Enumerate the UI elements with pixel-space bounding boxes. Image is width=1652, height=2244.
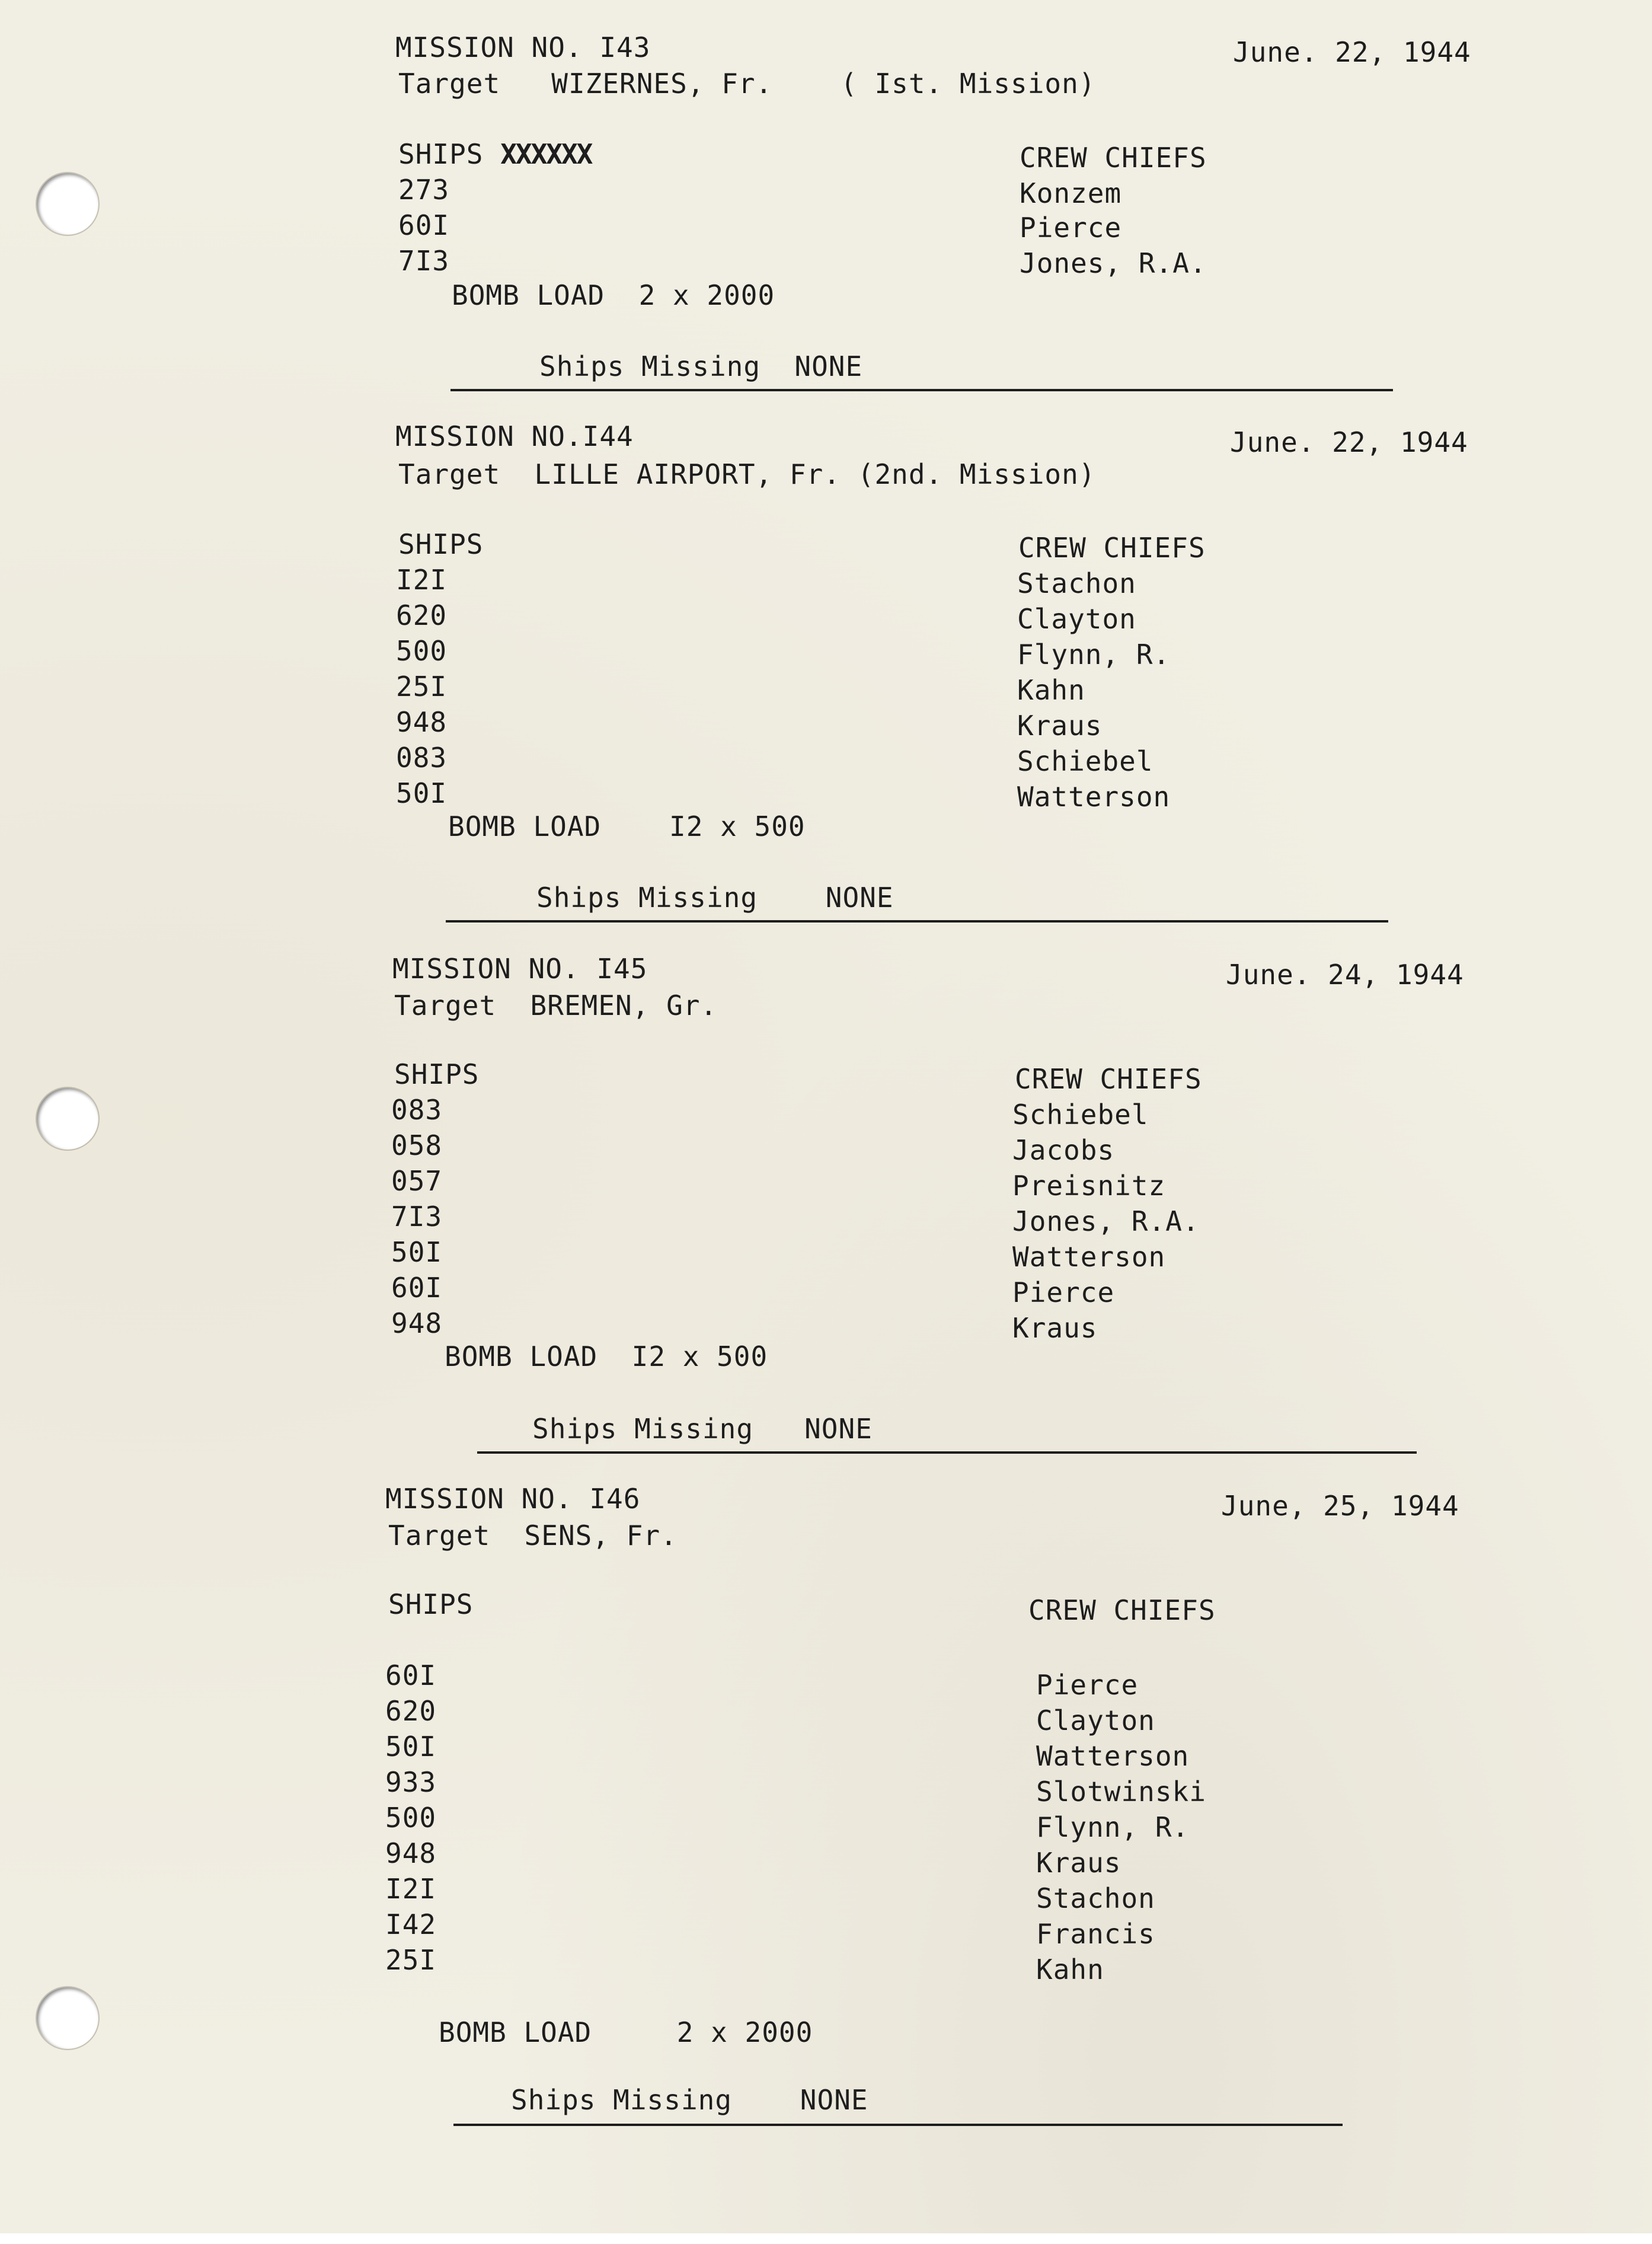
mission-number: MISSION NO. I43 bbox=[395, 31, 651, 63]
ship-number: 057 bbox=[391, 1165, 443, 1197]
mission-target: Target SENS, Fr. bbox=[388, 1520, 678, 1552]
ship-number: 948 bbox=[385, 1837, 437, 1869]
mission-number: MISSION NO. I46 bbox=[385, 1483, 641, 1515]
bomb-load: BOMB LOAD I2 x 500 bbox=[445, 1340, 768, 1372]
binder-hole bbox=[37, 1088, 98, 1150]
crew-chief: Schiebel bbox=[1012, 1099, 1149, 1131]
crew-chief: Flynn, R. bbox=[1036, 1811, 1190, 1843]
section-divider bbox=[450, 389, 1393, 391]
ship-number: I2I bbox=[385, 1873, 437, 1905]
crew-chief: Pierce bbox=[1012, 1276, 1115, 1308]
crew-chiefs-header: CREW CHIEFS bbox=[1028, 1594, 1216, 1626]
ship-number: 620 bbox=[396, 599, 448, 631]
section-divider bbox=[446, 920, 1388, 923]
ship-number: 60I bbox=[391, 1272, 443, 1304]
ships-missing: Ships Missing NONE bbox=[511, 2084, 868, 2116]
mission-date: June, 25, 1944 bbox=[1221, 1490, 1459, 1522]
crew-chief: Stachon bbox=[1017, 567, 1136, 599]
mission-target: Target BREMEN, Gr. bbox=[394, 989, 718, 1022]
ship-number: 25I bbox=[396, 671, 448, 703]
ship-number: 500 bbox=[385, 1802, 437, 1834]
ship-number: 25I bbox=[385, 1944, 437, 1976]
section-divider bbox=[477, 1451, 1417, 1454]
crew-chiefs-header: CREW CHIEFS bbox=[1020, 142, 1207, 174]
struck-out-text: XXXXXX bbox=[500, 138, 592, 170]
ship-number: 60I bbox=[385, 1659, 437, 1691]
ship-number: 273 bbox=[398, 174, 450, 206]
crew-chief: Flynn, R. bbox=[1017, 639, 1171, 671]
crew-chief: Watterson bbox=[1036, 1740, 1190, 1772]
crew-chief: Kraus bbox=[1012, 1312, 1098, 1344]
crew-chief: Clayton bbox=[1036, 1704, 1155, 1737]
mission-target: Target LILLE AIRPORT, Fr. (2nd. Mission) bbox=[398, 458, 1096, 490]
ship-number: 948 bbox=[391, 1307, 443, 1339]
mission-number: MISSION NO.I44 bbox=[395, 420, 634, 452]
bomb-load: BOMB LOAD 2 x 2000 bbox=[452, 279, 775, 311]
crew-chief: Watterson bbox=[1017, 781, 1171, 813]
ships-header bbox=[398, 136, 592, 172]
crew-chief: Jones, R.A. bbox=[1020, 247, 1207, 279]
ship-number: 933 bbox=[385, 1766, 437, 1798]
mission-target: Target WIZERNES, Fr. ( Ist. Mission) bbox=[398, 68, 1096, 100]
crew-chief: Stachon bbox=[1036, 1882, 1155, 1914]
crew-chief: Kahn bbox=[1036, 1953, 1104, 1986]
mission-date: June. 24, 1944 bbox=[1226, 959, 1464, 991]
page-bottom-edge bbox=[0, 2233, 1652, 2244]
crew-chiefs-header: CREW CHIEFS bbox=[1015, 1063, 1202, 1095]
section-divider bbox=[453, 2124, 1343, 2126]
mission-date: June. 22, 1944 bbox=[1230, 426, 1468, 458]
crew-chief: Watterson bbox=[1012, 1241, 1166, 1273]
crew-chief: Jacobs bbox=[1012, 1134, 1115, 1166]
crew-chief: Slotwinski bbox=[1036, 1776, 1206, 1808]
ship-number: 50I bbox=[396, 777, 448, 809]
ships-missing: Ships Missing NONE bbox=[532, 1413, 873, 1445]
ship-number: 60I bbox=[398, 209, 450, 241]
ship-number: 083 bbox=[396, 742, 448, 774]
crew-chief: Kahn bbox=[1017, 674, 1085, 706]
mission-date: June. 22, 1944 bbox=[1233, 36, 1471, 68]
ship-number: 500 bbox=[396, 635, 448, 667]
crew-chief: Francis bbox=[1036, 1918, 1155, 1950]
crew-chief: Konzem bbox=[1020, 177, 1122, 209]
binder-hole bbox=[37, 173, 98, 235]
ships-header: SHIPS bbox=[388, 1588, 474, 1620]
ships-header: SHIPS bbox=[398, 528, 484, 560]
ship-number: 058 bbox=[391, 1129, 443, 1161]
crew-chief: Schiebel bbox=[1017, 745, 1153, 777]
ship-number: 7I3 bbox=[391, 1201, 443, 1233]
ship-number: I2I bbox=[396, 564, 448, 596]
mission-number: MISSION NO. I45 bbox=[392, 953, 648, 985]
ship-number: 7I3 bbox=[398, 245, 450, 277]
crew-chiefs-header: CREW CHIEFS bbox=[1018, 532, 1206, 564]
ship-number: 620 bbox=[385, 1695, 437, 1727]
ship-number: 948 bbox=[396, 706, 448, 738]
ship-number: 50I bbox=[391, 1236, 443, 1268]
bomb-load: BOMB LOAD 2 x 2000 bbox=[439, 2016, 813, 2048]
ship-number: 50I bbox=[385, 1731, 437, 1763]
ships-missing: Ships Missing NONE bbox=[536, 882, 894, 914]
crew-chief: Pierce bbox=[1036, 1669, 1139, 1701]
crew-chief: Kraus bbox=[1017, 710, 1103, 742]
crew-chief: Clayton bbox=[1017, 603, 1136, 635]
binder-hole bbox=[37, 1987, 98, 2049]
crew-chief: Kraus bbox=[1036, 1847, 1121, 1879]
crew-chief: Pierce bbox=[1020, 212, 1122, 244]
ship-number: I42 bbox=[385, 1908, 437, 1940]
ships-header: SHIPS bbox=[394, 1058, 480, 1090]
ship-number: 083 bbox=[391, 1094, 443, 1126]
crew-chief: Jones, R.A. bbox=[1012, 1205, 1200, 1237]
crew-chief: Preisnitz bbox=[1012, 1170, 1166, 1202]
ships-missing: Ships Missing NONE bbox=[539, 350, 863, 382]
bomb-load: BOMB LOAD I2 x 500 bbox=[448, 810, 806, 842]
ships-header-label: SHIPS bbox=[398, 138, 484, 170]
